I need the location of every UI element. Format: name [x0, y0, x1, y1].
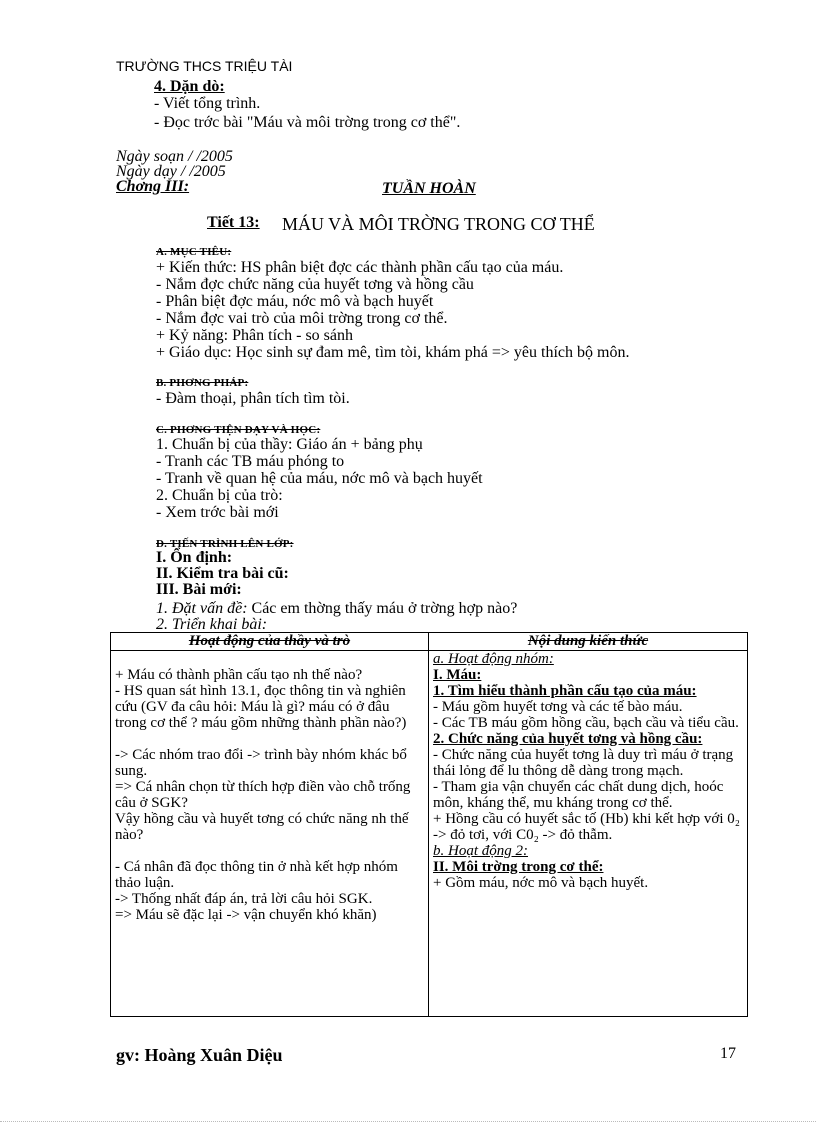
equipment-item: 2. Chuẩn bị của trò: — [156, 487, 283, 504]
method-item: - Đàm thoại, phân tích tìm tòi. — [156, 390, 350, 407]
page-bottom-rule — [0, 1121, 816, 1122]
content-item: - Chức năng của huyết tơng là duy trì máu ở trạng thái lỏng để lu thông dễ dàng trong mạch. — [433, 747, 734, 779]
col-knowledge: Nội dung kiến thức — [429, 633, 748, 651]
procedure-title: D. TIẾN TRÌNH LÊN LỚP: — [156, 538, 294, 550]
author-footer: gv: Hoàng Xuân Diệu — [116, 1045, 283, 1065]
activity-heading: a. Hoạt động nhóm: — [433, 651, 554, 667]
sub-heading: 1. Tìm hiểu thành phần cấu tạo của máu: — [433, 683, 697, 699]
objective-item: - Phân biệt đợc máu, nớc mô và bạch huyết — [156, 293, 434, 310]
chapter-title: TUẦN HOÀN — [382, 180, 476, 197]
activity-heading: b. Hoạt động 2: — [433, 843, 528, 859]
objective-item: + Kỷ năng: Phân tích - so sánh — [156, 327, 353, 344]
homework-item: - Đọc trớc bài "Máu và môi trờng trong cơ thể". — [154, 114, 461, 131]
content-item: - Tham gia vận chuyển các chất dung dịch, hoóc môn, kháng thể, mu kháng trong cơ thể. — [433, 779, 724, 811]
intro-line — [156, 600, 517, 617]
activity-line: -> Các nhóm trao đổi -> trình bày nhóm khác bổ sung. — [115, 747, 407, 779]
activity-line: - HS quan sát hình 13.1, đọc thông tin và nghiên cứu (GV đa câu hỏi: Máu là gì? máu có ở đâu trong cơ thể ? máu gồm những thành phần nào?) — [115, 683, 407, 731]
lesson-number: Tiết 13: — [207, 214, 260, 231]
content-item: + Hồng cầu có huyết sắc tố (Hb) khi kết hợp với 0₂ -> đỏ tơi, với C0₂ -> đỏ thẫm. — [433, 811, 740, 843]
section-heading: II. Môi trờng trong cơ thể: — [433, 859, 604, 875]
activity-line: Vậy hồng cầu và huyết tơng có chức năng nh thế nào? — [115, 811, 409, 843]
procedure-step: I. Ổn định: — [156, 549, 233, 566]
method-title: B. PHƠNG PHÁP: — [156, 377, 249, 389]
school-header: TRƯỜNG THCS TRIỆU TÀI — [116, 58, 293, 74]
procedure-step: II. Kiểm tra bài cũ: — [156, 565, 289, 582]
homework-item: - Viết tổng trình. — [154, 95, 261, 112]
equipment-item: - Tranh các TB máu phóng to — [156, 453, 345, 470]
page-number: 17 — [720, 1045, 736, 1062]
activity-line: => Cá nhân chọn từ thích hợp điền vào chỗ trống câu ở SGK? — [115, 779, 411, 811]
equipment-item: 1. Chuẩn bị của thầy: Giáo án + bảng phụ — [156, 436, 423, 453]
equipment-item: - Tranh về quan hệ của máu, nớc mô và bạch huyết — [156, 470, 483, 487]
objective-item: - Nắm đợc chức năng của huyết tơng và hồng cầu — [156, 276, 474, 293]
procedure-steps — [156, 550, 289, 598]
col-teacher-student: Hoạt động của thầy và trò — [111, 633, 429, 651]
prep-date: Ngày soạn / /2005 — [116, 148, 233, 165]
equipment-item: - Xem trớc bài mới — [156, 504, 279, 521]
knowledge-content-cell — [429, 651, 748, 1017]
intro-text: Các em thờng thấy máu ở trờng hợp nào? — [247, 600, 518, 617]
objectives-title: A. MỤC TIÊU: — [156, 246, 232, 258]
develop-label: 2. Triển khai bài: — [156, 616, 268, 633]
content-item: - Máu gồm huyết tơng và các tế bào máu. — [433, 699, 683, 715]
activity-line: -> Thống nhất đáp án, trả lời câu hỏi SGK. — [115, 891, 373, 907]
intro-label: 1. Đặt vấn đề: — [156, 600, 248, 617]
activity-line: + Máu có thành phần cấu tạo nh thế nào? — [115, 667, 363, 683]
equipment-title: C. PHƠNG TIỆN DẠY VÀ HỌC: — [156, 424, 321, 436]
chapter-label: Chơng III: — [116, 178, 190, 195]
teach-date: Ngày dạy / /2005 — [116, 163, 226, 180]
activity-line: => Máu sẽ đặc lại -> vận chuyển khó khăn) — [115, 907, 377, 923]
section-heading: I. Máu: — [433, 667, 482, 683]
content-item: - Các TB máu gồm hồng cầu, bạch cầu và tiểu cầu. — [433, 715, 739, 731]
equipment-list — [156, 436, 483, 521]
objective-item: - Nắm đợc vai trò của môi trờng trong cơ thể. — [156, 310, 448, 327]
sub-heading: 2. Chức năng của huyết tơng và hồng cầu: — [433, 731, 703, 747]
content-item: + Gồm máu, nớc mô và bạch huyết. — [433, 875, 649, 891]
procedure-step: III. Bài mới: — [156, 581, 242, 598]
objectives-list — [156, 259, 629, 361]
objective-item: + Giáo dục: Học sinh sự đam mê, tìm tòi, khám phá => yêu thích bộ môn. — [156, 344, 630, 361]
objective-item: + Kiến thức: HS phân biệt đợc các thành phần cấu tạo của máu. — [156, 259, 564, 276]
lesson-title: MÁU VÀ MÔI TRỜNG TRONG CƠ THỂ — [282, 214, 595, 234]
teacher-activity-cell — [111, 651, 429, 1017]
homework-title: 4. Dặn dò: — [154, 78, 225, 95]
lesson-table — [110, 632, 748, 1017]
activity-line: - Cá nhân đã đọc thông tin ở nhà kết hợp nhóm thảo luận. — [115, 859, 398, 891]
